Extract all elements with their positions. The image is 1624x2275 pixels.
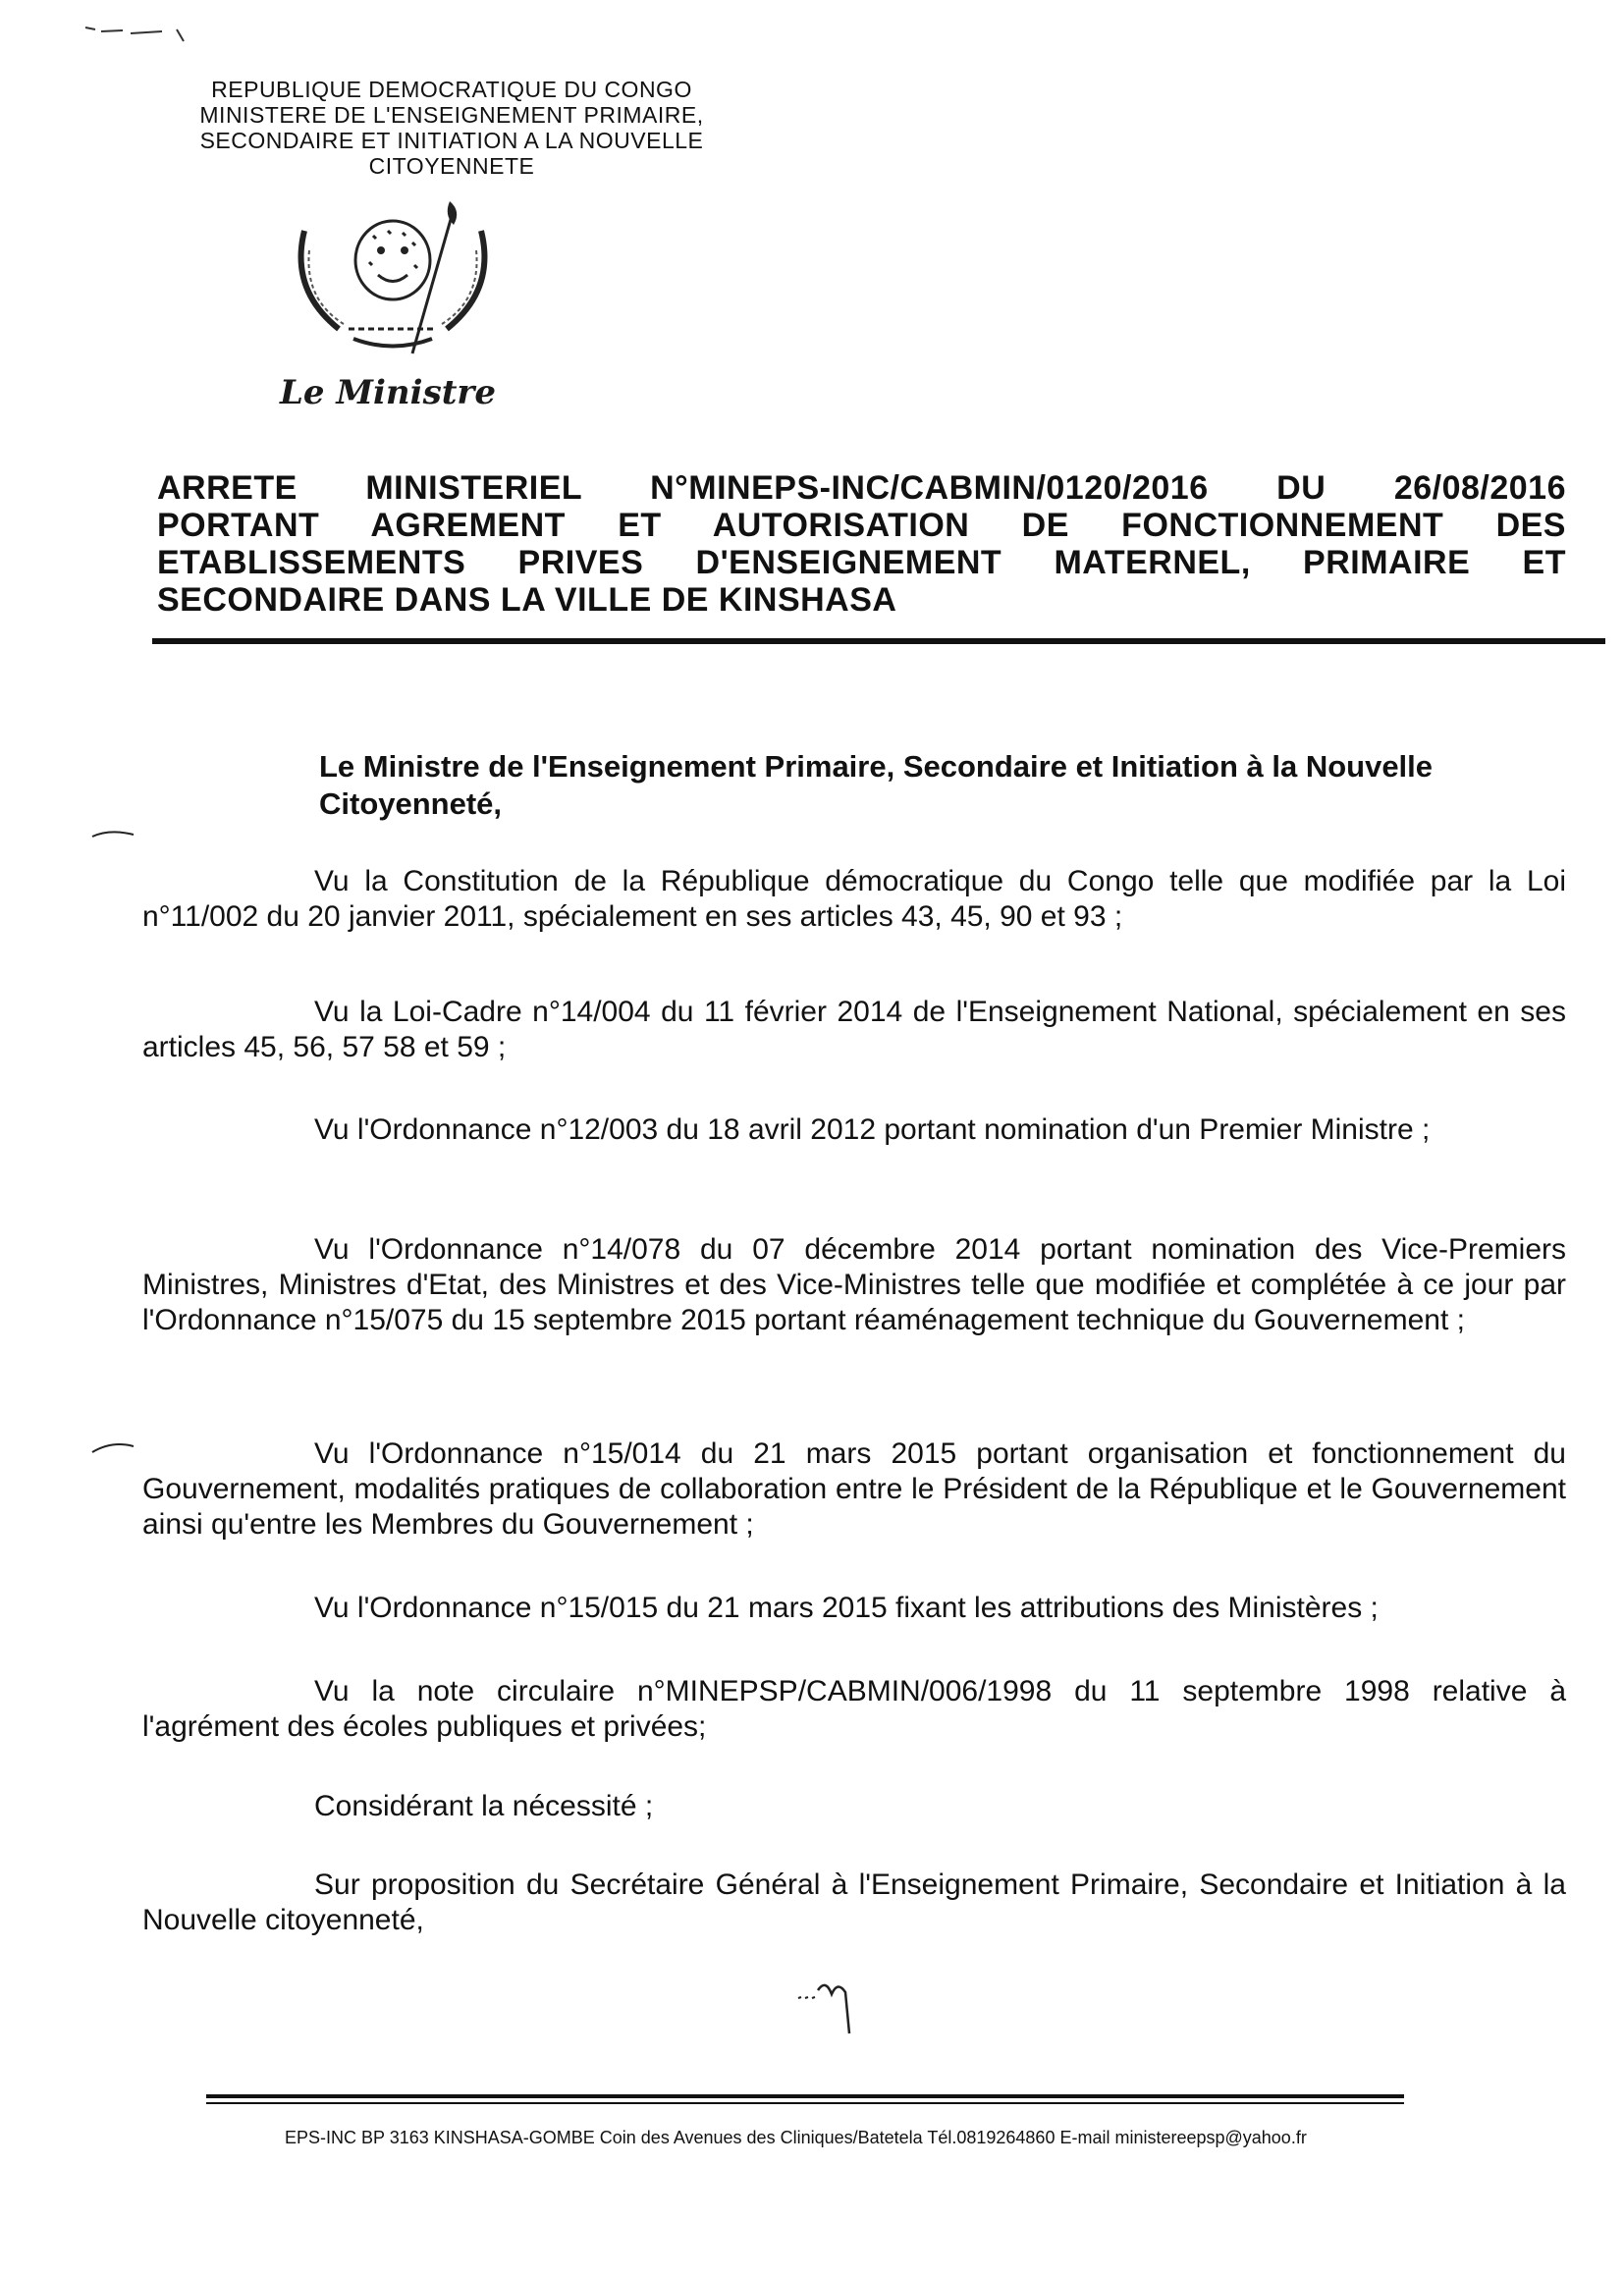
footer-rule-thin: [206, 2102, 1404, 2104]
preamble-paragraph-4: [142, 1232, 1566, 1338]
header-line-1: REPUBLIQUE DEMOCRATIQUE DU CONGO: [211, 77, 692, 102]
preamble-paragraph-3: [142, 1112, 1566, 1148]
title-line-3: ETABLISSEMENTS PRIVES D'ENSEIGNEMENT MATERNEL, PRIMAIRE ET: [157, 544, 1566, 581]
paragraph-text: Vu l'Ordonnance n°14/078 du 07 décembre 2014 portant nomination des Vice-Premiers Ministres, Ministres d'Etat, des Ministres et des Vice-Ministres telle que modifiée et complétée à ce jour par l'Ordonnance n°15/075 du 15 septembre 2015 portant réaménagement technique du Gouvernement ;: [142, 1233, 1566, 1336]
preamble-paragraph-2: [142, 995, 1566, 1065]
decree-title: [157, 469, 1566, 619]
preamble-paragraph-5: [142, 1436, 1566, 1543]
title-line-1: ARRETE MINISTERIEL N°MINEPS-INC/CABMIN/0120/2016 DU 26/08/2016: [157, 469, 1566, 507]
minister-signature-label: Le Ministre: [280, 373, 496, 412]
footer-rule-thick: [206, 2094, 1404, 2098]
paragraph-text: Vu l'Ordonnance n°15/014 du 21 mars 2015 portant organisation et fonctionnement du Gouvernement, modalités pratiques de collaboration entre le Président de la République et le Gouvernement ainsi qu'entre les Membres du Gouvernement ;: [142, 1437, 1566, 1541]
paragraph-text: Vu l'Ordonnance n°12/003 du 18 avril 2012 portant nomination d'un Premier Ministre ;: [314, 1113, 1431, 1146]
scan-mark-top-left: [83, 18, 191, 47]
scan-mark-left-1: [90, 825, 139, 844]
preamble-paragraph-7: [142, 1674, 1566, 1745]
paragraph-text: Sur proposition du Secrétaire Général à l'Enseignement Primaire, Secondaire et Initiation à la Nouvelle citoyenneté,: [142, 1869, 1566, 1936]
paragraph-text: Vu la Constitution de la République démocratique du Congo telle que modifiée par la Loi n°11/002 du 20 janvier 2011, spécialement en ses articles 43, 45, 90 et 93 ;: [142, 865, 1566, 933]
handwritten-initials-icon: [790, 1969, 869, 2037]
header-line-4: CITOYENNETE: [368, 153, 535, 179]
title-line-2: PORTANT AGREMENT ET AUTORISATION DE FONCTIONNEMENT DES: [157, 507, 1566, 544]
paragraph-text: Considérant la nécessité ;: [314, 1790, 654, 1822]
paragraph-text: Vu l'Ordonnance n°15/015 du 21 mars 2015 fixant les attributions des Ministères ;: [314, 1592, 1379, 1624]
scan-mark-left-2: [90, 1438, 139, 1458]
preamble-paragraph-6: [142, 1591, 1566, 1626]
preamble-paragraph-1: [142, 864, 1566, 935]
coat-of-arms-icon: [265, 191, 520, 368]
header-line-2: MINISTERE DE L'ENSEIGNEMENT PRIMAIRE,: [199, 102, 704, 128]
paragraph-text: Vu la Loi-Cadre n°14/004 du 11 février 2014 de l'Enseignement National, spécialement en ses articles 45, 56, 57 58 et 59 ;: [142, 996, 1566, 1063]
footer-contact: EPS-INC BP 3163 KINSHASA-GOMBE Coin des Avenues des Cliniques/Batetela Tél.0819264860 E-mail ministereepsp@yahoo.fr: [285, 2128, 1307, 2147]
header-line-3: SECONDAIRE ET INITIATION A LA NOUVELLE: [199, 128, 704, 153]
title-divider: [152, 638, 1605, 644]
preamble-paragraph-8: [142, 1789, 1566, 1824]
title-line-4: SECONDAIRE DANS LA VILLE DE KINSHASA: [157, 581, 897, 619]
republic-header: [157, 77, 746, 179]
minister-heading: Le Ministre de l'Enseignement Primaire, Secondaire et Initiation à la Nouvelle Citoyenneté,: [319, 749, 1434, 821]
preamble-paragraph-9: [142, 1868, 1566, 1938]
paragraph-text: Vu la note circulaire n°MINEPSP/CABMIN/006/1998 du 11 septembre 1998 relative à l'agrément des écoles publiques et privées;: [142, 1675, 1566, 1743]
